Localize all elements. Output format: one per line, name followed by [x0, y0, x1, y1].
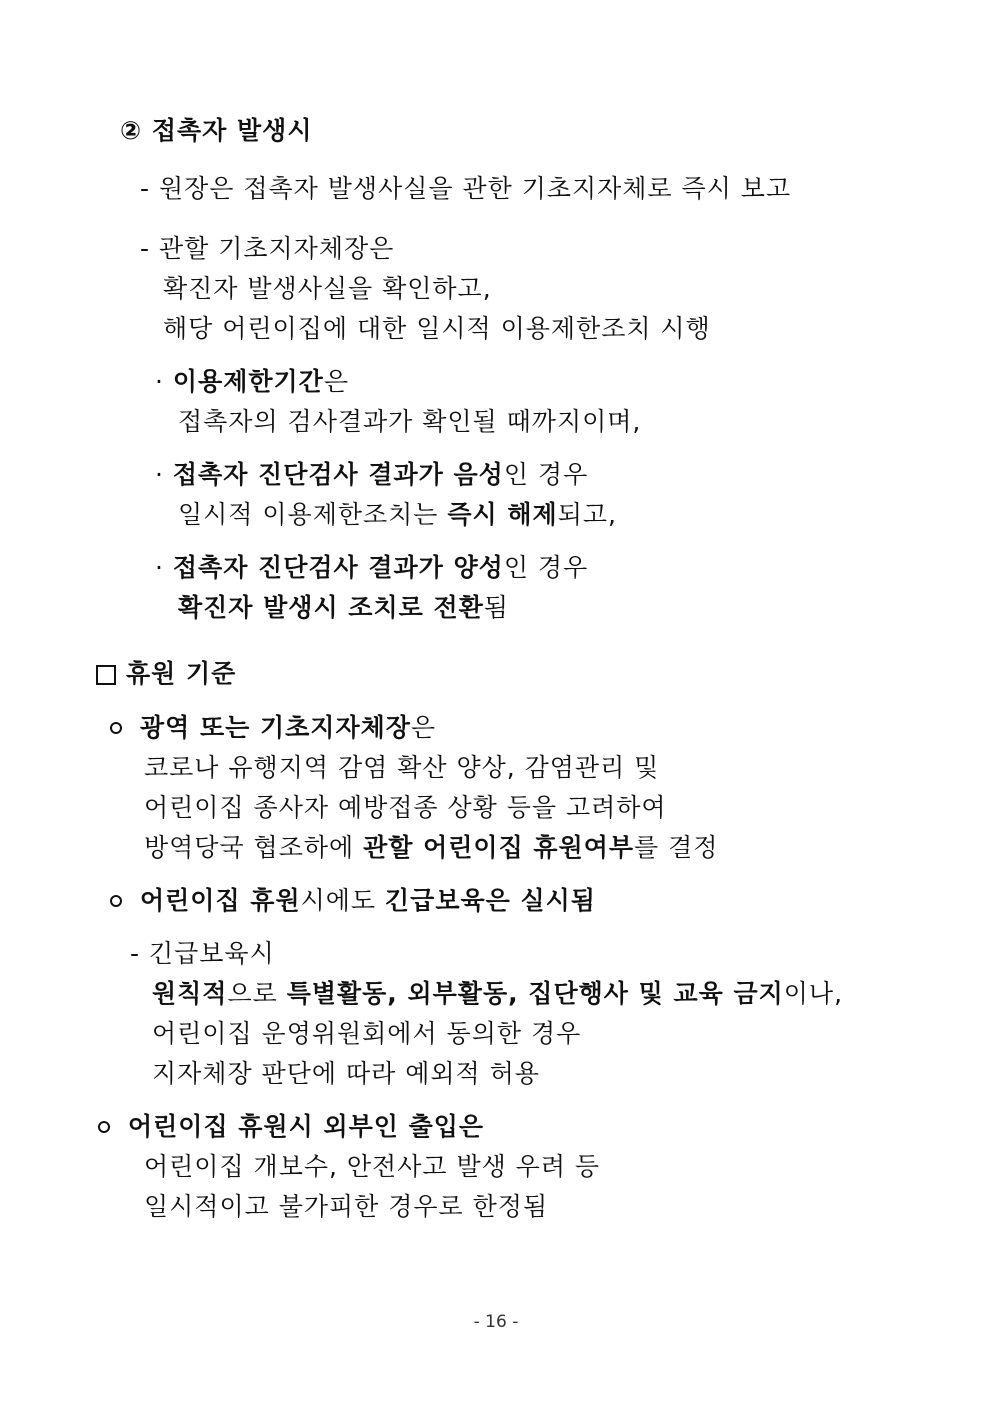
text-line: 일시적이고 불가피한 경우로 한정됨: [144, 1192, 549, 1221]
text-line: 일시적 이용제한조치는 즉시 해제되고,: [178, 500, 617, 529]
circle-item: 어린이집 휴원시 외부인 출입은: [98, 1111, 484, 1143]
text-line: 확진자 발생사실을 확인하고,: [163, 274, 492, 303]
text-line: 원칙적으로 특별활동, 외부활동, 집단행사 및 교육 금지이나,: [152, 979, 844, 1008]
text-line: 방역당국 협조하에 관할 어린이집 휴원여부를 결정: [144, 833, 719, 862]
bullet-item: · 이용제한기간은: [155, 367, 349, 396]
bullet-item: · 접촉자 진단검사 결과가 음성인 경우: [155, 460, 589, 489]
page-number: - 16 -: [473, 1312, 519, 1332]
text-line: 어린이집 운영위원회에서 동의한 경우: [152, 1019, 582, 1048]
circle-bullet-icon: [110, 722, 122, 734]
section-heading-contact: ② 접촉자 발생시: [120, 116, 313, 145]
text-line: - 관할 기초지자체장은: [140, 234, 395, 263]
text-line: 해당 어린이집에 대한 일시적 이용제한조치 시행: [163, 314, 711, 343]
bullet-item: · 접촉자 진단검사 결과가 양성인 경우: [155, 553, 589, 582]
text-line: 접촉자의 검사결과가 확인될 때까지이며,: [178, 407, 642, 436]
circle-bullet-icon: [98, 1121, 110, 1133]
circle-bullet-icon: [110, 895, 122, 907]
text-line: 어린이집 개보수, 안전사고 발생 우려 등: [144, 1152, 601, 1181]
circle-item: 광역 또는 기초지자체장은: [110, 712, 436, 744]
text-line: 지자체장 판단에 따라 예외적 허용: [152, 1059, 540, 1088]
checkbox-square-icon: [96, 665, 116, 685]
section-heading-closure: 휴원 기준: [96, 658, 236, 690]
circle-item: 어린이집 휴원시에도 긴급보육은 실시됨: [110, 885, 596, 917]
text-line: - 원장은 접촉자 발생사실을 관한 기초지자체로 즉시 보고: [140, 174, 792, 203]
text-line: 코로나 유행지역 감염 확산 양상, 감염관리 및: [144, 753, 660, 782]
text-line: 확진자 발생시 조치로 전환됨: [178, 593, 509, 622]
text-line: 어린이집 종사자 예방접종 상황 등을 고려하여: [144, 793, 667, 822]
text-line: - 긴급보육시: [130, 939, 275, 968]
